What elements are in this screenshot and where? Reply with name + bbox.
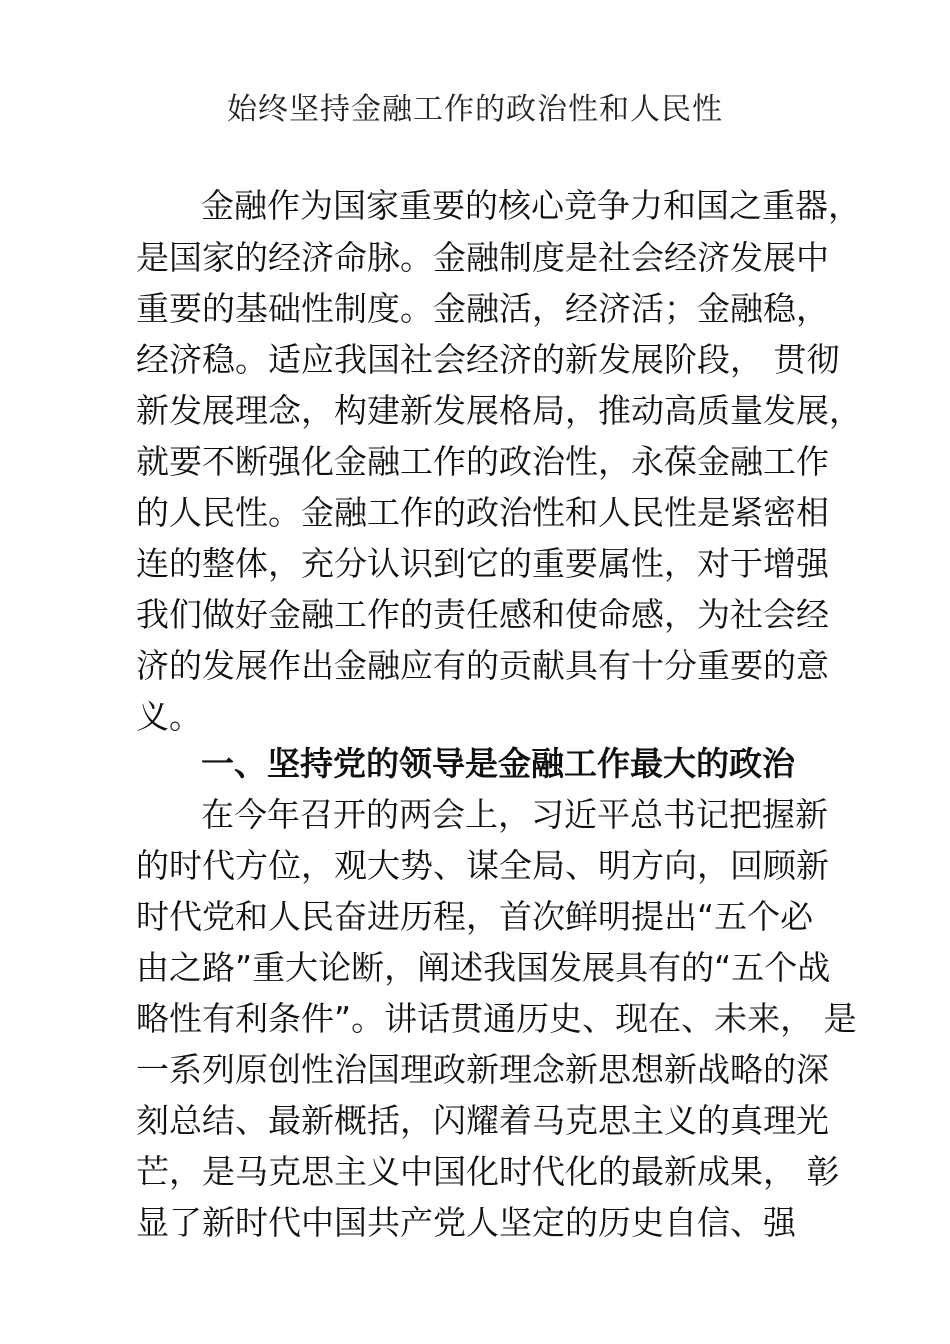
paragraph-line: 一系列原创性治国理政新理念新思想新战略的深 [136,1050,829,1089]
paragraph-line: 是国家的经济命脉。金融制度是社会经济发展中 [136,238,829,277]
paragraph-line: 我们做好金融工作的责任感和使命感，为社会经 [136,595,829,634]
paragraph-line: 金融作为国家重要的核心竞争力和国之重器， [201,186,861,225]
paragraph-line: 的人民性。金融工作的政治性和人民性是紧密相 [136,493,829,532]
document-title: 始终坚持金融工作的政治性和人民性 [227,92,723,127]
paragraph-line: 时代党和人民奋进历程，首次鲜明提出“五个必 [136,897,814,936]
paragraph-line: 连的整体，充分认识到它的重要属性，对于增强 [136,544,829,583]
paragraph-line: 济的发展作出金融应有的贡献具有十分重要的意 [136,646,829,685]
paragraph-line: 显了新时代中国共产党人坚定的历史自信、强 [136,1203,796,1242]
paragraph-line: 就要不断强化金融工作的政治性，永葆金融工作 [136,442,829,481]
paragraph-line: 由之路”重大论断，阐述我国发展具有的“五个战 [136,948,831,987]
paragraph-line: 刻总结、最新概括，闪耀着马克思主义的真理光 [136,1101,829,1140]
paragraph-line: 重要的基础性制度。金融活，经济活；金融稳， [136,289,829,328]
paragraph-line: 的时代方位，观大势、谋全局、明方向，回顾新 [136,846,829,885]
paragraph-line: 芒，是马克思主义中国化时代化的最新成果， 彰 [136,1152,840,1191]
paragraph-line: 新发展理念，构建新发展格局，推动高质量发展， [136,391,862,430]
paragraph-line: 在今年召开的两会上，习近平总书记把握新 [201,795,828,834]
paragraph-line: 略性有利条件”。讲话贯通历史、现在、未来， 是 [136,999,857,1038]
paragraph-line: 义。 [136,697,202,736]
paragraph-line: 经济稳。适应我国社会经济的新发展阶段， 贯彻 [136,340,840,379]
section-heading: 一、坚持党的领导是金融工作最大的政治 [201,744,795,783]
